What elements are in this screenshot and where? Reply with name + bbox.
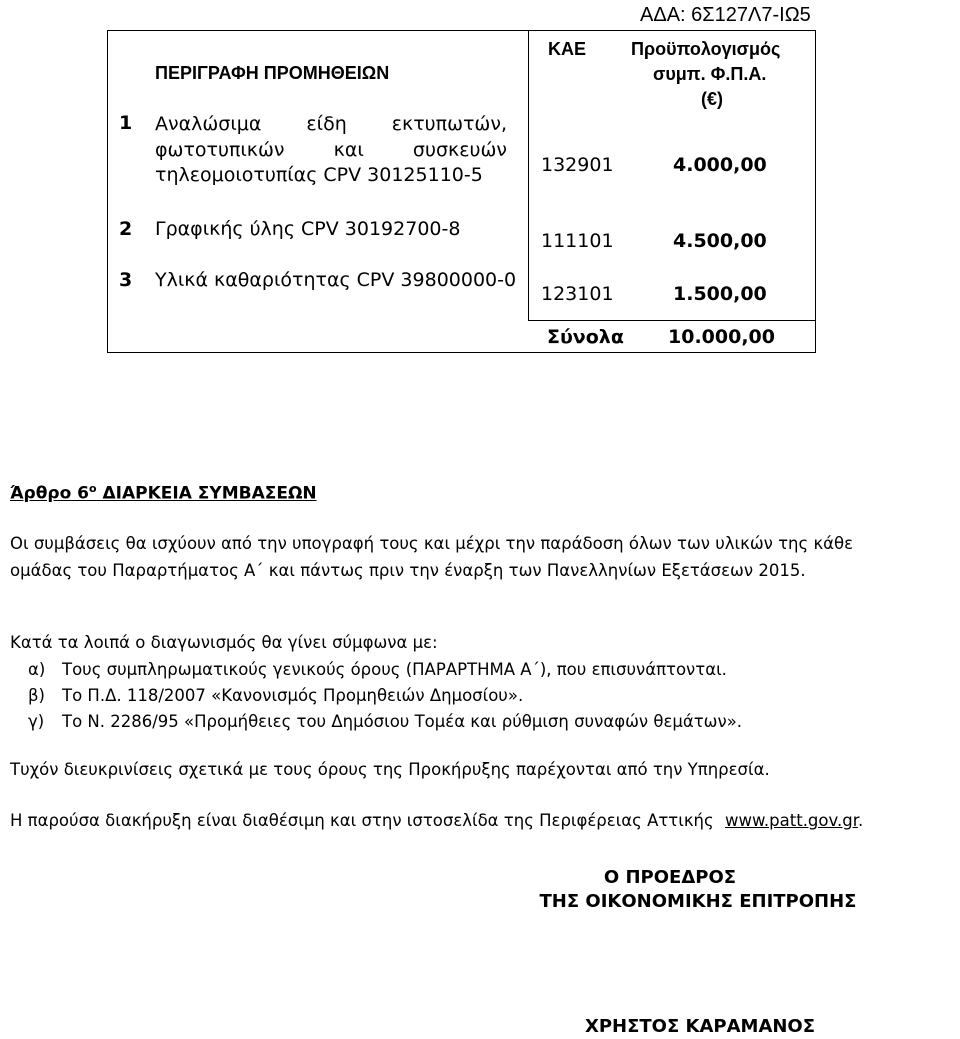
- list-item-label: β): [28, 686, 45, 705]
- table-divider: [528, 30, 529, 320]
- row-description: Γραφικής ύλης CPV 30192700-8: [155, 218, 461, 240]
- row-kae: 111101: [541, 230, 614, 252]
- paragraph: Οι συμβάσεις θα ισχύουν από την υπογραφή τους και μέχρι την παράδοση όλων των υλικών της κάθε: [10, 534, 854, 553]
- budget-column-header: Προϋπολογισμός: [631, 39, 781, 59]
- signature-name: ΧΡΗΣΤΟΣ ΚΑΡΑΜΑΝΟΣ: [584, 1016, 816, 1037]
- paragraph: ομάδας του Παραρτήματος Α΄ και πάντως πριν την έναρξη των Πανελληνίων Εξετάσεων 2015.: [10, 561, 806, 580]
- paragraph-end: .: [857, 811, 864, 830]
- row-number: 1: [119, 112, 133, 134]
- article-title-prefix: Άρθρο 6: [10, 483, 89, 504]
- row-description: Αναλώσιμα είδη εκτυπωτών, φωτοτυπικών και συσκευών τηλεομοιοτυπίας CPV 30125110-5: [155, 113, 507, 187]
- row-kae: 132901: [541, 154, 614, 176]
- ada-code: ΑΔΑ: 6Σ127Λ7-ΙΩ5: [640, 4, 811, 26]
- row-number: 3: [119, 269, 133, 291]
- article-title-sup: ο: [89, 482, 97, 495]
- website-link[interactable]: www.patt.gov.gr: [724, 811, 858, 830]
- paragraph: [10, 811, 955, 832]
- total-amount: 10.000,00: [668, 326, 775, 348]
- total-label: Σύνολα: [547, 326, 624, 348]
- desc-column-header: ΠΕΡΙΓΡΑΦΗ ΠΡΟΜΗΘΕΙΩΝ: [155, 63, 390, 83]
- paragraph-text: Η παρούσα διακήρυξη είναι διαθέσιμη και στην ιστοσελίδα της Περιφέρειας Αττικής: [10, 811, 714, 830]
- article-title-text: ΔΙΑΡΚΕΙΑ ΣΥΜΒΑΣΕΩΝ: [102, 483, 317, 504]
- kae-column-header: ΚΑΕ: [548, 39, 587, 59]
- row-amount: 4.500,00: [673, 230, 767, 252]
- row-kae: 123101: [541, 283, 614, 305]
- paragraph: Κατά τα λοιπά ο διαγωνισμός θα γίνει σύμφωνα με:: [10, 633, 438, 652]
- list-item-label: α): [28, 660, 46, 679]
- list-item: [28, 686, 523, 707]
- row-number: 2: [119, 218, 133, 240]
- list-item: [28, 712, 742, 733]
- list-item: [28, 660, 727, 681]
- budget-column-header: (€): [701, 89, 723, 109]
- row-amount: 4.000,00: [673, 154, 767, 176]
- article-title: [10, 482, 317, 505]
- list-item-text: Τους συμπληρωματικούς γενικούς όρους (ΠΑΡΑΡΤΗΜΑ Α΄), που επισυνάπτονται.: [62, 660, 727, 679]
- paragraph: Τυχόν διευκρινίσεις σχετικά με τους όρους της Προκήρυξης παρέχονται από την Υπηρεσία.: [10, 760, 770, 779]
- row-description: Υλικά καθαριότητας CPV 39800000-0: [155, 269, 517, 291]
- signature-committee: ΤΗΣ ΟΙΚΟΝΟΜΙΚΗΣ ΕΠΙΤΡΟΠΗΣ: [539, 891, 857, 912]
- list-item-text: Το Π.Δ. 118/2007 «Κανονισμός Προμηθειών Δημοσίου».: [62, 686, 524, 705]
- row-amount: 1.500,00: [673, 283, 767, 305]
- list-item-label: γ): [28, 712, 45, 731]
- list-item-text: Το Ν. 2286/95 «Προμήθειες του Δημόσιου Τομέα και ρύθμιση συναφών θεμάτων».: [62, 712, 743, 731]
- table-divider: [528, 320, 816, 321]
- signature-title: Ο ΠΡΟΕΔΡΟΣ: [603, 867, 737, 888]
- budget-column-header: συμπ. Φ.Π.Α.: [653, 64, 767, 84]
